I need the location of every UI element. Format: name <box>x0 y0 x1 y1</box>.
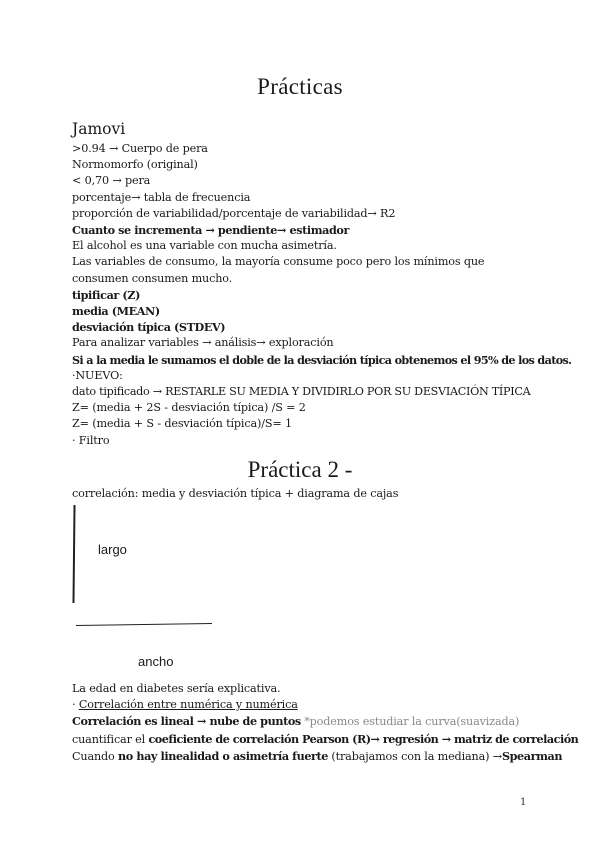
bold-text: coeficiente de correlación Pearson (R)→ regresión → matriz de correlación <box>148 731 579 746</box>
page-title: Prácticas <box>257 74 343 99</box>
section-heading: Jamovi <box>72 120 126 138</box>
section-subtitle: correlación: media y desviación típica + diagrama de cajas <box>72 487 399 500</box>
sketch-label-ancho: ancho <box>138 654 174 669</box>
gray-note: *podemos estudiar la curva(suavizada) <box>300 715 520 729</box>
plain-text: cuantificar el <box>72 732 149 746</box>
text-line: El alcohol es una variable con mucha asimetría. <box>72 239 337 253</box>
text-line: Z= (media + 2S - desviación típica) /S = 2 <box>72 401 306 415</box>
bold-text: Spearman <box>501 748 563 763</box>
text-line: Z= (media + S - desviación típica)/S= 1 <box>72 417 292 431</box>
text-line: Normomorfo (original) <box>72 158 198 172</box>
text-line: ·NUEVO: <box>72 368 123 382</box>
text-line: La edad en diabetes sería explicativa. <box>72 682 281 695</box>
text-line <box>72 748 572 765</box>
text-line: < 0,70 → pera <box>72 174 151 188</box>
text-line: dato tipificado → RESTARLE SU MEDIA Y DIVIDIRLO POR SU DESVIACIÓN TÍPICA <box>72 385 531 399</box>
text-line-bold: tipificar (Z) <box>72 287 140 302</box>
text-line: Las variables de consumo, la mayoría consume poco pero los mínimos que consumen consumen mucho. <box>72 255 485 285</box>
text-line-bold: Cuanto se incrementa → pendiente→ estimador <box>72 223 349 238</box>
text-line <box>72 697 572 713</box>
underlined-text: Correlación entre numérica y numérica <box>78 698 298 712</box>
sketch-horizontal-axis <box>76 623 212 626</box>
bullet: · <box>72 698 79 712</box>
text-line: >0.94 → Cuerpo de pera <box>72 142 208 155</box>
text-line <box>72 731 579 748</box>
section-title-practica-2: Práctica 2 - <box>247 457 353 482</box>
section-correlacion <box>72 681 579 765</box>
text-line: · Filtro <box>72 433 110 447</box>
sketch-label-largo: largo <box>98 542 127 557</box>
text-line: Para analizar variables → análisis→ exploración <box>72 336 334 350</box>
sketch-vertical-axis <box>72 505 75 603</box>
text-line-bold: Si a la media le sumamos el doble de la desviación típica obtenemos el 95% de los datos. <box>72 352 572 367</box>
plain-text: Cuando <box>72 749 119 763</box>
text-line: proporción de variabilidad/porcentaje de variabilidad→ R2 <box>72 206 396 220</box>
page-number: 1 <box>520 797 527 808</box>
text-line <box>72 713 572 730</box>
bold-text: no hay linealidad o asimetría fuerte <box>118 748 329 763</box>
section-jamovi <box>72 119 572 449</box>
text-line-bold: desviación típica (STDEV) <box>72 320 226 335</box>
plain-text: (trabajamos con la mediana) → <box>328 749 502 763</box>
bold-text: Correlación es lineal → nube de puntos <box>72 714 301 729</box>
text-line: porcentaje→ tabla de frecuencia <box>72 190 251 204</box>
text-line-bold: media (MEAN) <box>72 304 160 319</box>
